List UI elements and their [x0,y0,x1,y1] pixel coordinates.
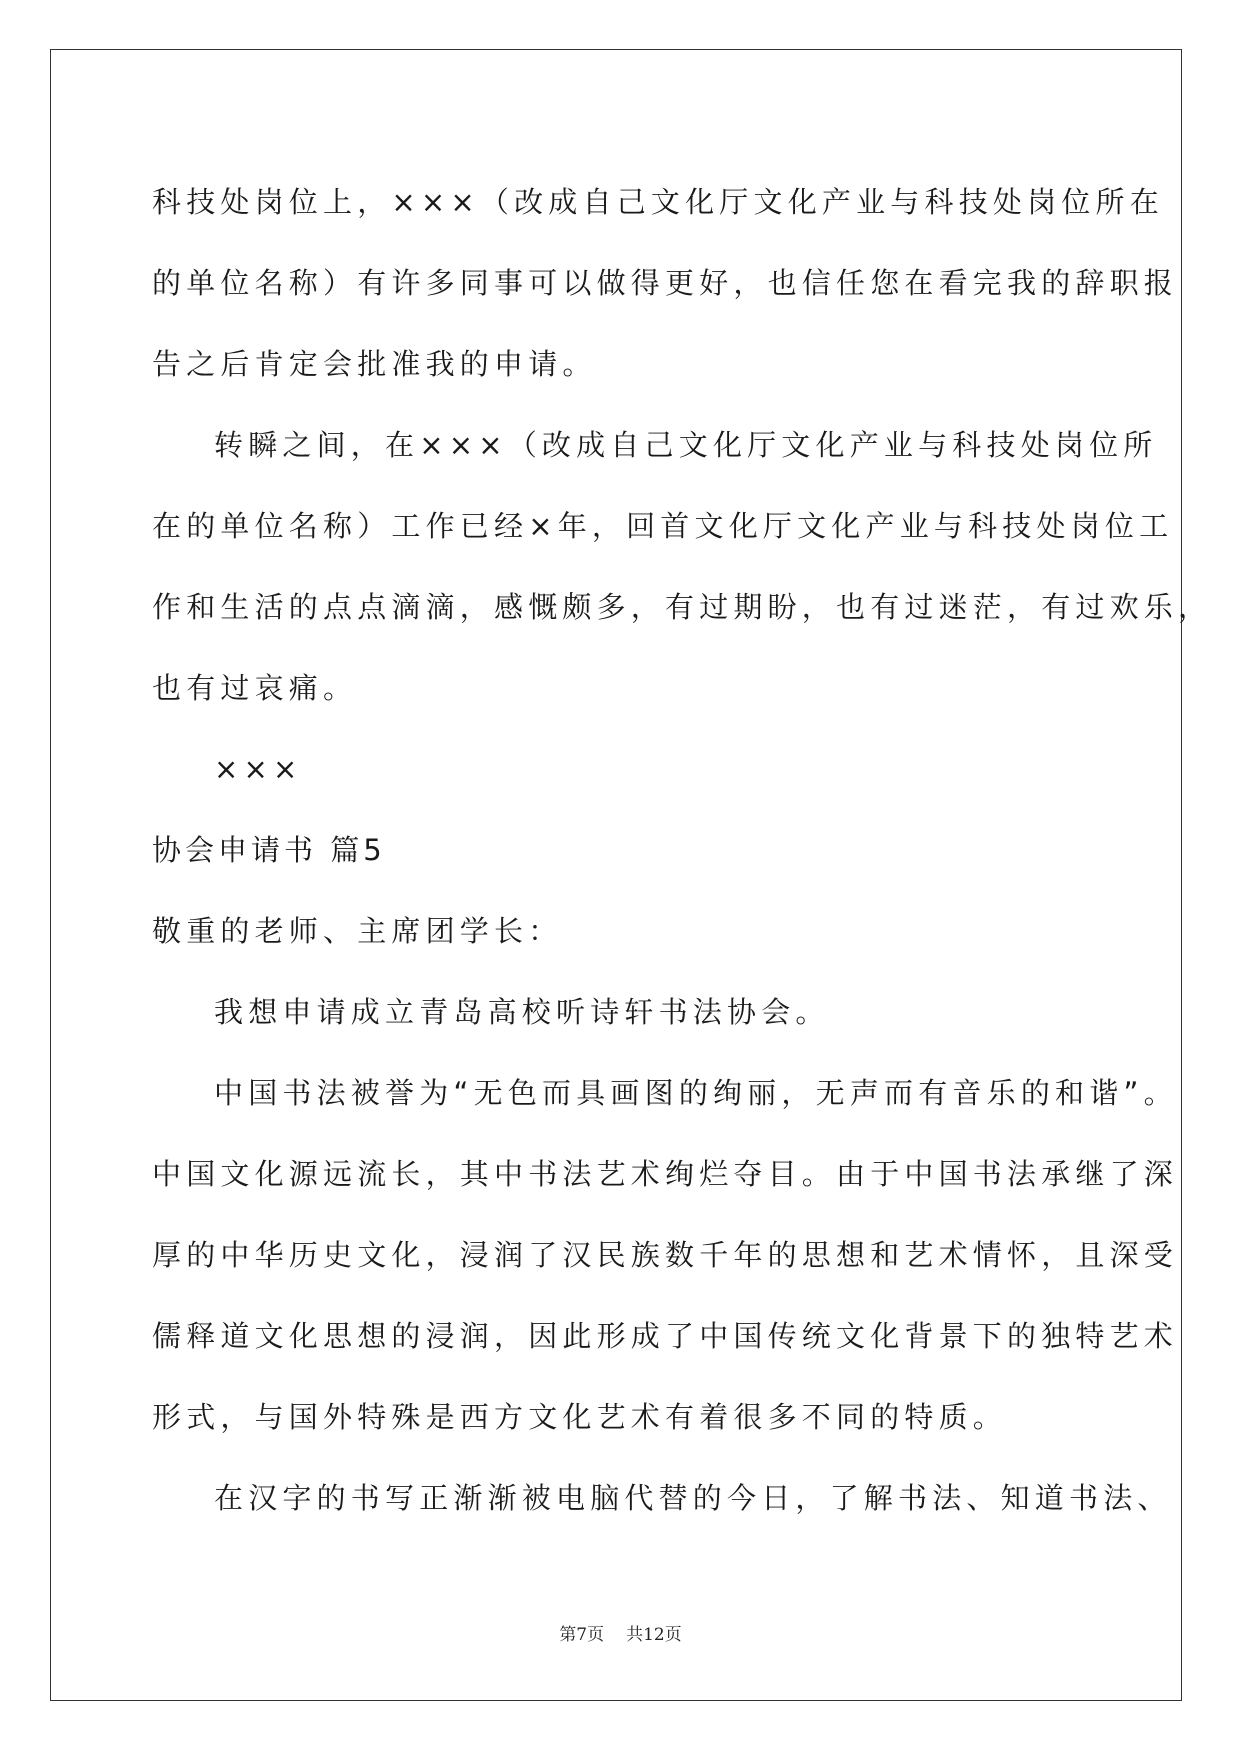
text-line: 告之后肯定会批准我的申请。 [152,347,597,381]
text-line: 在的单位名称）工作已经×年，回首文化厅文化产业与科技处岗位工 [152,509,1174,543]
text-line: 儒释道文化思想的浸润，因此形成了中国传统文化背景下的独特艺术 [152,1319,1179,1353]
page-number: 第7页 [559,1625,605,1645]
text-line: 形式，与国外特殊是西方文化艺术有着很多不同的特质。 [152,1400,1008,1434]
text-line: 也有过哀痛。 [152,671,358,705]
section-heading: 协会申请书 篇5 [152,833,386,867]
text-line: 作和生活的点点滴滴，感慨颇多，有过期盼，也有过迷茫，有过欢乐， [152,590,1213,624]
paragraph-start-line: 在汉字的书写正渐渐被电脑代替的今日，了解书法、知道书法、 [214,1481,1172,1515]
paragraph-start-line: 我想申请成立青岛高校听诗轩书法协会。 [214,995,830,1029]
page-footer [0,1620,1241,1645]
text-line: 科技处岗位上，×××（改成自己文化厅文化产业与科技处岗位所在 [152,185,1164,219]
paragraph-start-line: 中国书法被誉为“无色而具画图的绚丽，无声而有音乐的和谐”。 [214,1076,1178,1110]
document-body [152,162,1213,1539]
paragraph-start-line: 转瞬之间，在×××（改成自己文化厅文化产业与科技处岗位所 [214,428,1158,462]
text-line: 厚的中华历史文化，浸润了汉民族数千年的思想和艺术情怀，且深受 [152,1238,1179,1272]
salutation-line: 敬重的老师、主席团学长： [152,914,563,948]
page-total: 共12页 [626,1625,682,1645]
text-line: 中国文化源远流长，其中书法艺术绚烂夺目。由于中国书法承继了深 [152,1157,1179,1191]
text-line: 的单位名称）有许多同事可以做得更好，也信任您在看完我的辞职报 [152,266,1179,300]
signature-line: ××× [214,752,303,786]
